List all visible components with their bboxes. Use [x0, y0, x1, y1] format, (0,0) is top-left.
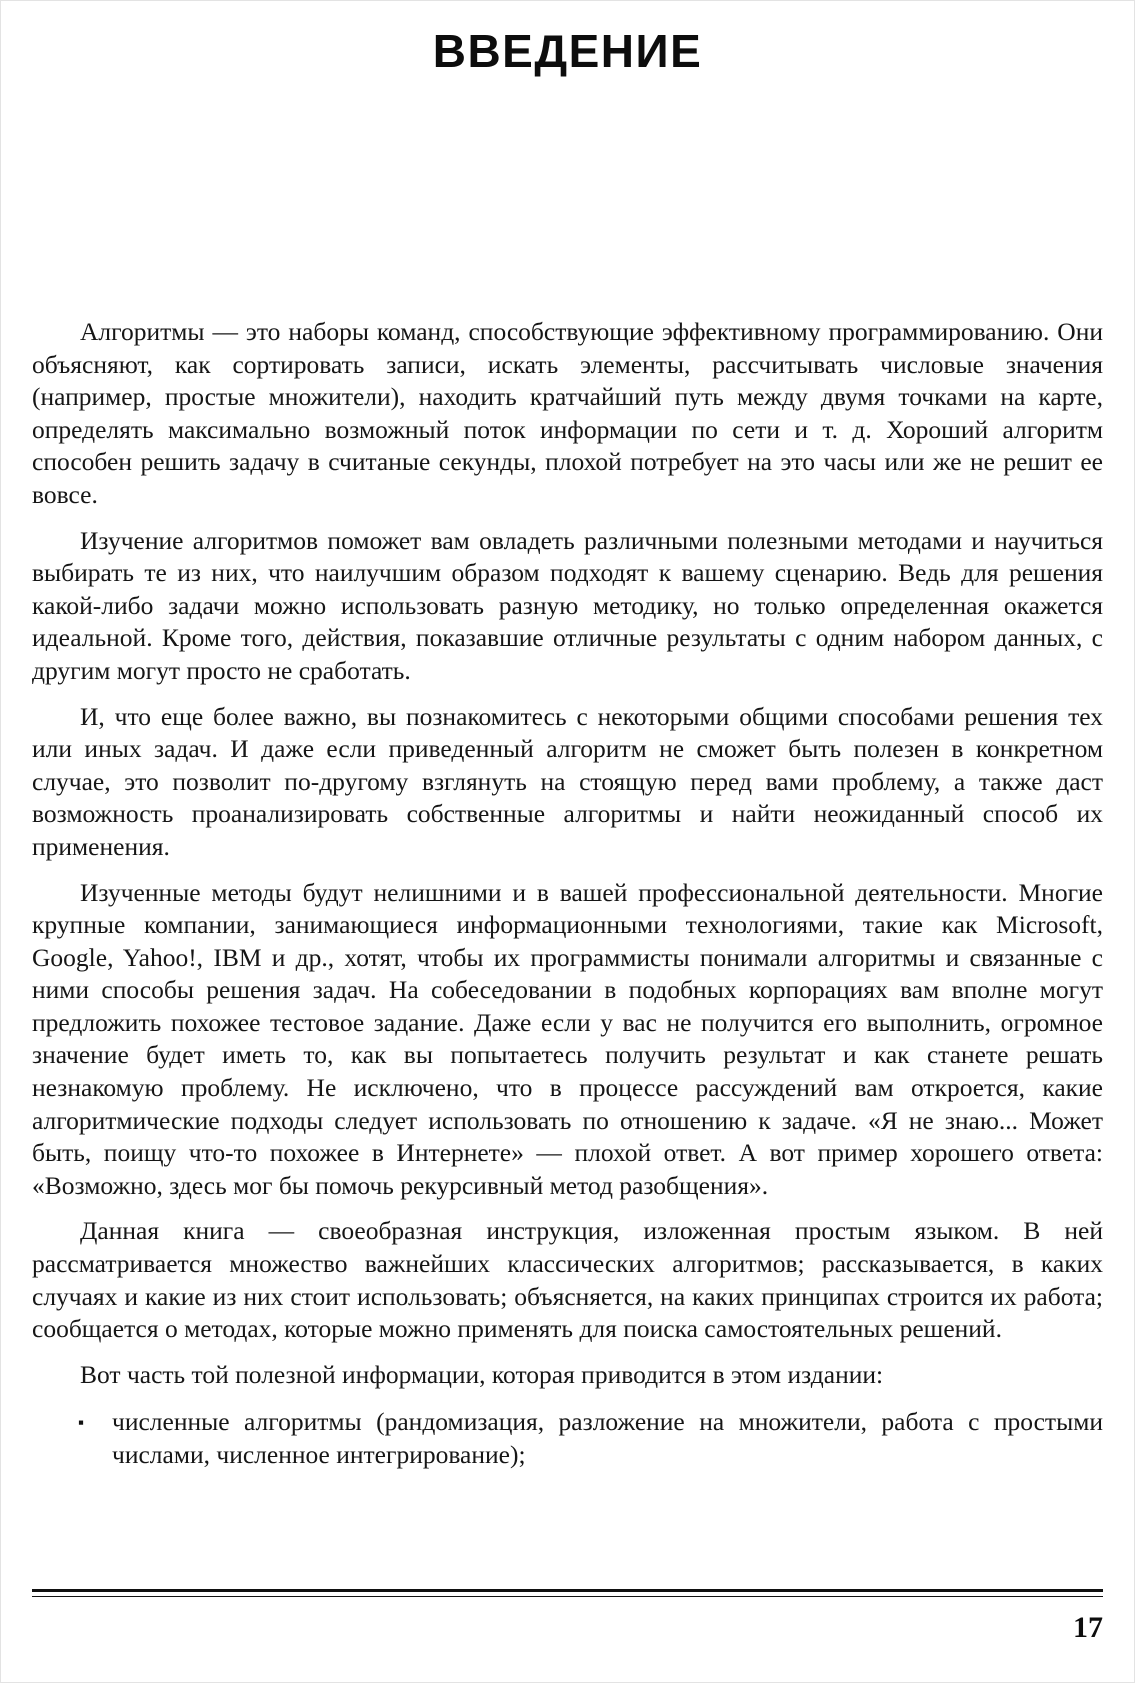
paragraph-5: Данная книга — своеобразная инструкция, изложенная простым языком. В ней рассматривается множество важнейших классических алгоритмов; рассказывается, в каких случаях и какие из них стоит использовать; объясняется, на каких принципах строится их работа; сообщается о методах, которые можно применять для поиска самостоятельных решений.: [32, 1216, 1103, 1344]
paragraph-2: Изучение алгоритмов поможет вам овладеть различными полезными методами и научиться выбирать те из них, что наилучшим образом подходят к вашему сценарию. Ведь для решения какой-либо задачи можно использовать разную методику, но только определенная окажется идеальной. Кроме того, действия, показавшие отличные результаты с одним набором данных, с другим могут просто не сработать.: [32, 525, 1103, 685]
page-content: [32, 316, 1103, 1472]
chapter-title: ВВЕДЕНИЕ: [432, 25, 703, 77]
paragraph-3: И, что еще более важно, вы познакомитесь с некоторыми общими способами решения тех или иных задач. И даже если приведенный алгоритм не сможет быть полезен в конкретном случае, это позволит по-другому взглянуть на стоящую перед вами проблему, а также даст возможность проанализировать собственные алгоритмы и найти неожиданный способ их применения.: [32, 701, 1103, 861]
footer-rule-thick: [32, 1589, 1103, 1592]
paragraph-1: Алгоритмы — это наборы команд, способствующие эффективному программированию. Они объясняют, как сортировать записи, искать элементы, рассчитывать числовые значения (например, простые множители), находить кратчайший путь между двумя точками на карте, определять максимально возможный поток информации по сети и т. д. Хороший алгоритм способен решить задачу в считаные секунды, плохой потребует на это часы или же не решит ее вовсе.: [32, 317, 1103, 509]
footer-rule-thin: [32, 1596, 1103, 1597]
page-footer: [32, 1589, 1103, 1645]
page-number: 17: [1073, 1611, 1103, 1644]
square-bullet-icon: ▪: [78, 1413, 85, 1433]
list-item: [32, 1406, 1103, 1471]
list-item-text: численные алгоритмы (рандомизация, разложение на множители, работа с простыми числами, численное интегрирование);: [112, 1407, 1103, 1469]
paragraph-4: Изученные методы будут нелишними и в вашей профессиональной деятельности. Многие крупные компании, занимающиеся информационными технологиями, такие как Microsoft, Google, Yahoo!, IBM и др., хотят, чтобы их программисты понимали алгоритмы и связанные с ними способы решения задач. На собеседовании в подобных корпорациях вам вполне могут предложить похожее тестовое задание. Даже если у вас не получится его выполнить, огромное значение будет иметь то, как вы попытаетесь получить результат и как станете решать незнакомую проблему. Не исключено, что в процессе рассуждений вам откроется, какие алгоритмические подходы следует использовать по отношению к задаче. «Я не знаю... Может быть, поищу что-то похожее в Интернете» — плохой ответ. А вот пример хорошего ответа: «Возможно, здесь мог бы помочь рекурсивный метод разобщения».: [32, 877, 1103, 1200]
list-intro: Вот часть той полезной информации, которая приводится в этом издании:: [80, 1359, 884, 1389]
